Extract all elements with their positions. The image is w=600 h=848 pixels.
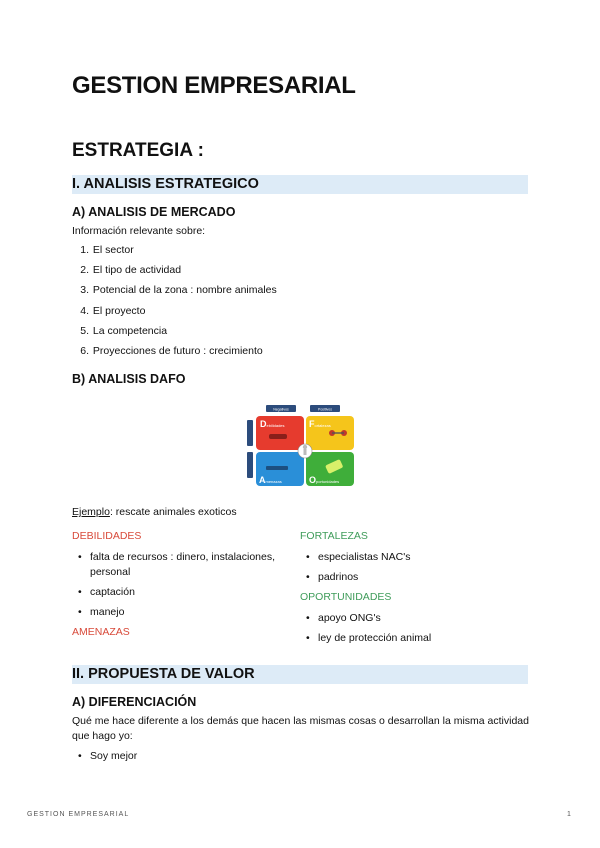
example-text: : rescate animales exoticos [109,506,237,518]
list-number: 6. [80,344,89,357]
list-item: • apoyo ONG's [300,611,520,626]
mercado-list-item [72,324,277,344]
oportunidades-list [300,611,520,651]
list-text: La competencia [90,324,168,337]
quadrant-f-label: Fortalezas [309,419,331,429]
fortalezas-label: FORTALEZAS [300,530,368,542]
debilidades-list [72,550,284,625]
mercado-list-item [72,283,277,303]
diferenciacion-text-line1: Qué me hace diferente a los demás que hacen las mismas cosas o desarrollan la misma actividad [72,715,529,727]
tag-externos [247,452,253,478]
quadrant-o-label: Oportunidades [309,475,340,485]
list-number: 5. [80,324,89,337]
subheading-analisis-mercado: A) ANALISIS DE MERCADO [72,205,236,219]
list-item: • captación [72,585,284,600]
runner-icon [269,434,287,439]
mercado-list-item [72,304,277,324]
threat-icon [266,466,288,470]
footer-page-number: 1 [567,811,572,818]
list-item: • falta de recursos : dinero, instalaciones, personal [72,550,284,580]
section-title: ESTRATEGIA : [72,140,204,161]
mercado-list [72,243,277,364]
debilidades-label: DEBILIDADES [72,530,142,542]
list-item: • padrinos [300,570,520,585]
list-item: • ley de protección animal [300,631,520,646]
amenazas-label: AMENAZAS [72,626,130,638]
list-item: • Soy mejor [72,749,372,764]
list-text: Potencial de la zona : nombre animales [90,284,277,297]
footer-title: GESTION EMPRESARIAL [27,811,130,818]
fortalezas-list [300,550,520,590]
tag-positivos-text: Positivos [317,407,333,412]
list-item: • especialistas NAC's [300,550,520,565]
list-text: El proyecto [90,304,146,317]
list-number: 2. [80,264,89,277]
quadrant-d-label: Debilidades [260,419,285,429]
subheading-diferenciacion: A) DIFERENCIACIÓN [72,695,197,709]
dafo-diagram [244,402,362,492]
document-title: GESTION EMPRESARIAL [72,72,356,99]
list-number: 4. [80,304,89,317]
mercado-list-item [72,344,277,364]
dumbbell-bar [332,432,344,433]
heading-analisis-estrategico: I. ANALISIS ESTRATEGICO [72,175,528,194]
list-number: 3. [80,284,89,297]
list-text: Proyecciones de futuro : crecimiento [90,344,263,357]
heading-propuesta-valor: II. PROPUESTA DE VALOR [72,665,528,684]
tag-negativos-text: Negativos [273,407,289,412]
dafo-figure-body [304,449,307,455]
mercado-list-item [72,263,277,283]
dafo-figure-head [303,445,307,449]
diferenciacion-list [72,749,372,769]
list-item: • manejo [72,605,284,620]
tag-internos [247,420,253,446]
list-text: El tipo de actividad [90,264,182,277]
subheading-analisis-dafo: B) ANALISIS DAFO [72,372,186,386]
oportunidades-label: OPORTUNIDADES [300,591,392,603]
diferenciacion-text-line2: que hago yo: [72,730,133,742]
mercado-intro: Información relevante sobre: [72,225,206,237]
list-text: El sector [90,244,134,256]
list-number: 1. [80,244,89,256]
example-line [72,505,237,520]
mercado-list-item [72,243,277,263]
quadrant-a-label: Amenazas [259,475,282,485]
example-label: Ejemplo [72,506,110,518]
